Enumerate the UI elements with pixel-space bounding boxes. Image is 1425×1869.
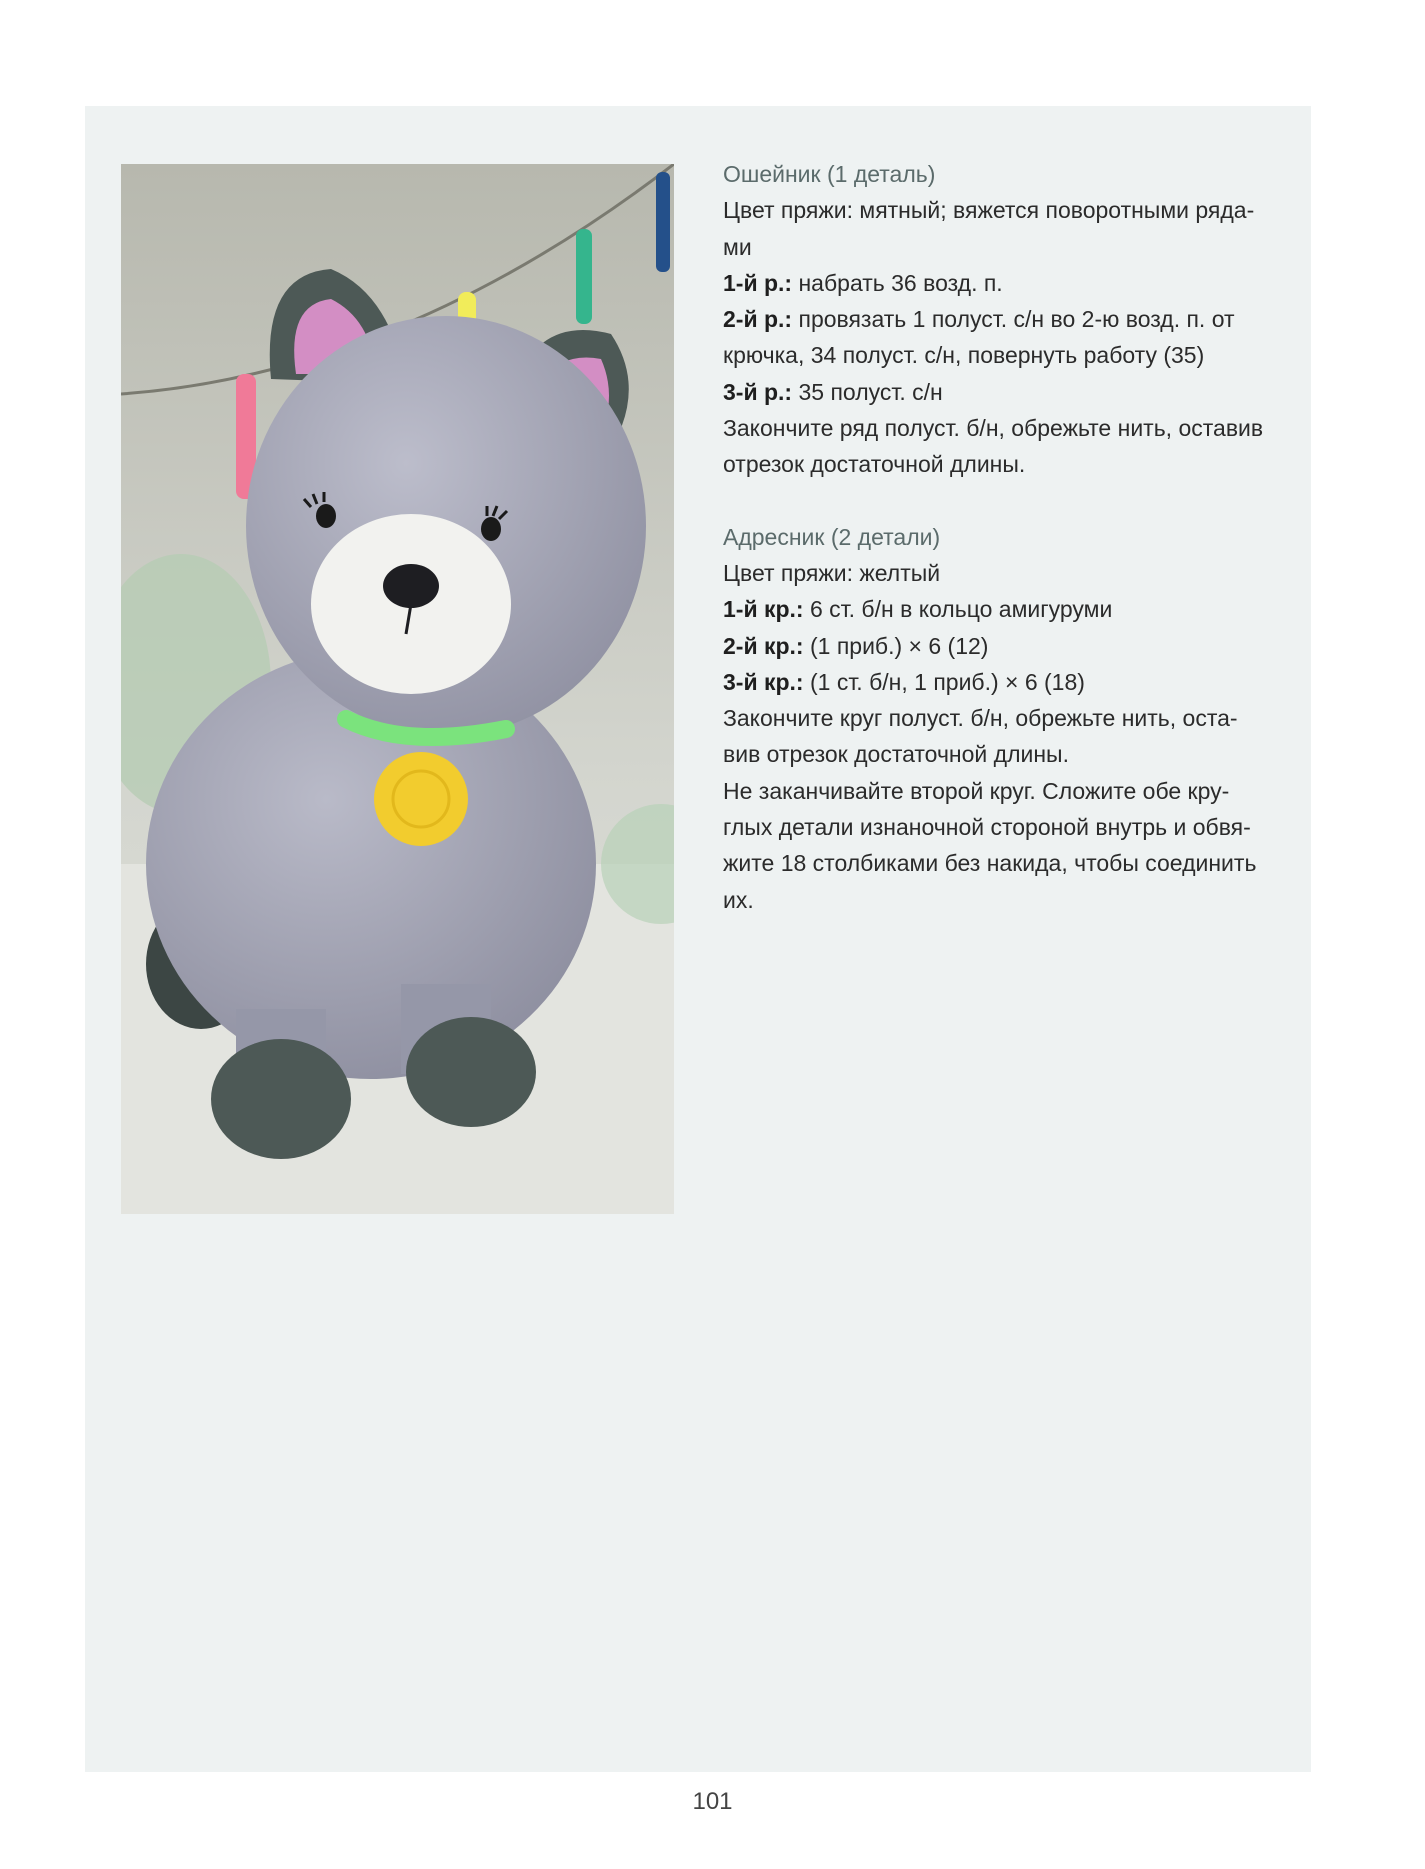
- instruction-line: [723, 882, 1283, 918]
- instruction-line: [723, 265, 1283, 301]
- instruction-line: [723, 628, 1283, 664]
- amigurumi-cat-photo: [121, 164, 674, 1214]
- row-label: 1-й р.:: [723, 269, 793, 296]
- row-text: крючка, 34 полуст. с/н, повернуть работу (35): [723, 342, 1205, 369]
- page-number: 101: [692, 1788, 733, 1815]
- instruction-line: [723, 192, 1283, 228]
- row-text: Не заканчивайте второй круг. Сложите обе кру-: [723, 777, 1230, 804]
- row-text: отрезок достаточной длины.: [723, 451, 1026, 478]
- instruction-line: [723, 229, 1283, 265]
- tag-title: Адресник (2 детали): [723, 523, 941, 550]
- row-text: Закончите ряд полуст. б/н, обрежьте нить, оставив: [723, 415, 1264, 442]
- collar-lines: [723, 192, 1283, 482]
- instruction-line: [723, 845, 1283, 881]
- instruction-line: [723, 664, 1283, 700]
- tag-lines: [723, 555, 1283, 918]
- instruction-line: [723, 736, 1283, 772]
- row-text: Цвет пряжи: мятный; вяжется поворотными ряда-: [723, 197, 1255, 224]
- instruction-line: [723, 591, 1283, 627]
- row-label: 1-й кр.:: [723, 596, 804, 623]
- instruction-line: [723, 374, 1283, 410]
- front-paw-right: [406, 1017, 536, 1127]
- row-text: (1 ст. б/н, 1 приб.) × 6 (18): [803, 668, 1085, 695]
- row-text: вив отрезок достаточной длины.: [723, 741, 1069, 768]
- cat-eye-left: [316, 504, 336, 528]
- page-panel: [85, 106, 1311, 1772]
- instruction-line: [723, 301, 1283, 337]
- row-text: глых детали изнаночной стороной внутрь и обвя-: [723, 814, 1251, 841]
- instruction-line: [723, 337, 1283, 373]
- row-label: 2-й р.:: [723, 306, 793, 333]
- pattern-instructions: [723, 156, 1283, 954]
- row-text: Закончите круг полуст. б/н, обрежьте нить, оста-: [723, 705, 1238, 732]
- front-paw-left: [211, 1039, 351, 1159]
- cat-illustration: [121, 164, 674, 1214]
- row-text: их.: [723, 886, 754, 913]
- row-text: ми: [723, 233, 752, 260]
- instruction-line: [723, 410, 1283, 446]
- row-text: (1 приб.) × 6 (12): [803, 632, 989, 659]
- row-text: жите 18 столбиками без накида, чтобы соединить: [723, 850, 1257, 877]
- collar-section: [723, 156, 1283, 483]
- instruction-line: [723, 773, 1283, 809]
- row-text: Цвет пряжи: желтый: [723, 559, 941, 586]
- row-text: 35 полуст. с/н: [792, 378, 943, 405]
- collar-title: Ошейник (1 деталь): [723, 161, 936, 187]
- row-label: 3-й кр.:: [723, 668, 804, 695]
- collar-tag: [374, 752, 468, 846]
- cat-nose: [383, 564, 439, 608]
- instruction-line: [723, 809, 1283, 845]
- row-label: 2-й кр.:: [723, 632, 804, 659]
- row-text: набрать 36 возд. п.: [792, 269, 1003, 296]
- instruction-line: [723, 446, 1283, 482]
- row-label: 3-й р.:: [723, 378, 793, 405]
- green-tassel: [576, 229, 592, 324]
- cat-eye-right: [481, 517, 501, 541]
- instruction-line: [723, 555, 1283, 591]
- row-text: 6 ст. б/н в кольцо амигуруми: [803, 596, 1113, 623]
- blue-tassel: [656, 172, 670, 272]
- row-text: провязать 1 полуст. с/н во 2-ю возд. п. от: [792, 306, 1235, 333]
- instruction-line: [723, 700, 1283, 736]
- tag-section: [723, 519, 1283, 918]
